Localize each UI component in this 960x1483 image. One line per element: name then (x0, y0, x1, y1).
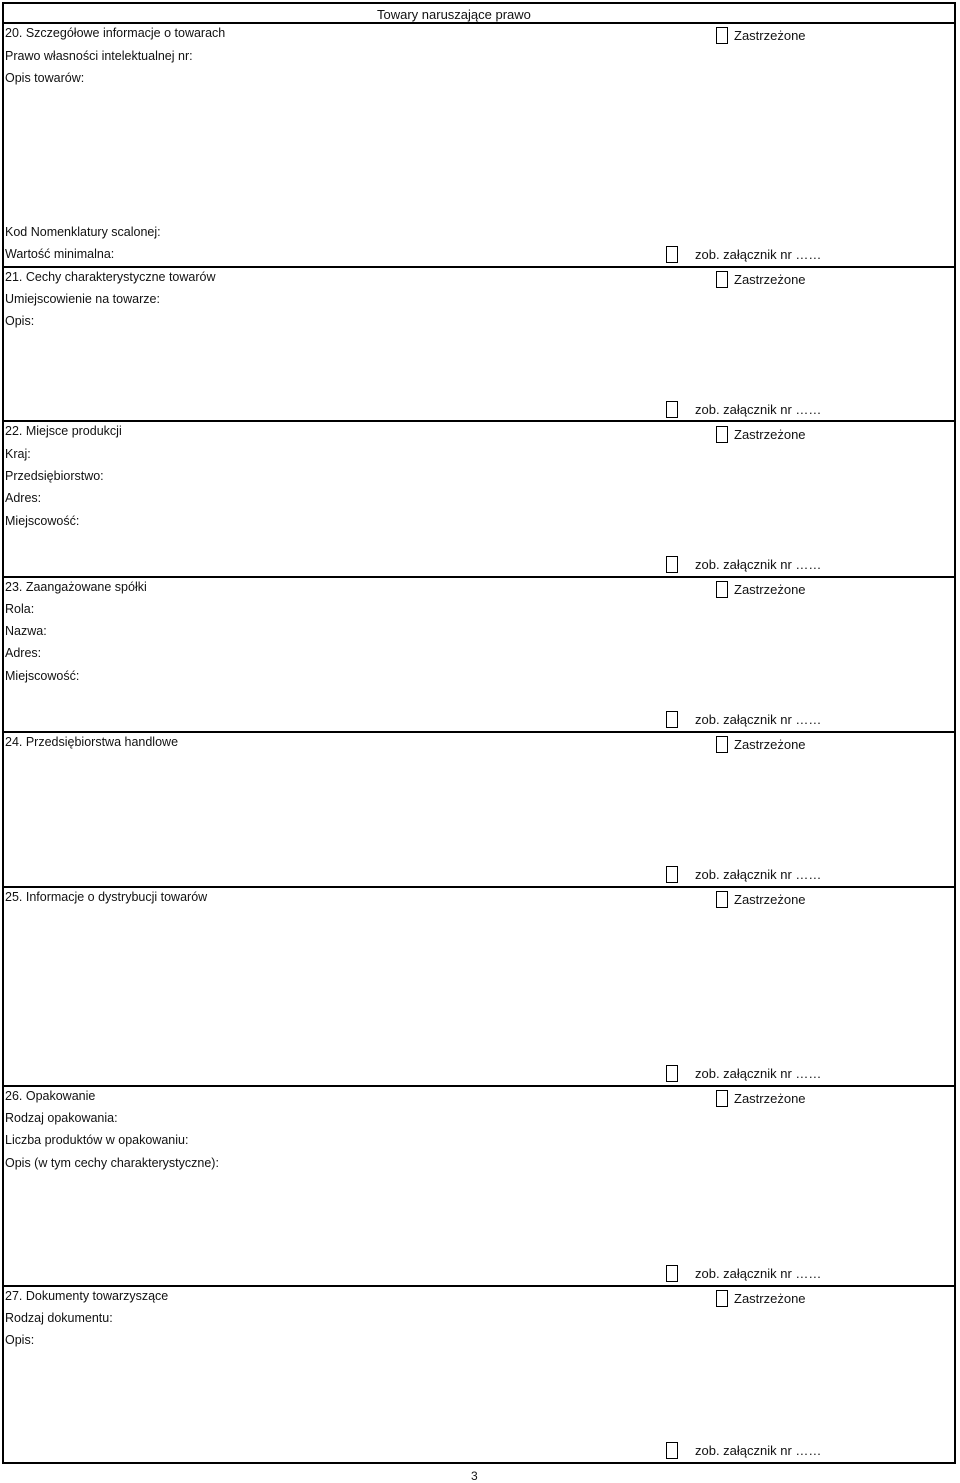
section-27-title: 27. Dokumenty towarzyszące (5, 1289, 169, 1303)
page-number: 3 (471, 1469, 478, 1483)
field-goods-description: Opis towarów: (5, 71, 85, 85)
section-divider (2, 731, 956, 733)
field-address: Adres: (5, 491, 42, 505)
checkbox-icon[interactable] (666, 1442, 678, 1459)
restricted-checkbox-25[interactable]: Zastrzeżone (716, 889, 806, 909)
checkbox-icon[interactable] (666, 1065, 678, 1082)
section-26-title: 26. Opakowanie (5, 1089, 96, 1103)
section-25-title: 25. Informacje o dystrybucji towarów (5, 890, 208, 904)
section-divider (2, 22, 956, 24)
field-country: Kraj: (5, 447, 31, 461)
field-description: Opis: (5, 314, 35, 328)
field-packaging-type: Rodzaj opakowania: (5, 1111, 118, 1125)
field-city: Miejscowość: (5, 669, 80, 683)
field-city: Miejscowość: (5, 514, 80, 528)
field-description: Opis: (5, 1333, 35, 1347)
section-24-title: 24. Przedsiębiorstwa handlowe (5, 735, 179, 749)
restricted-checkbox-24[interactable]: Zastrzeżone (716, 734, 806, 754)
attachment-checkbox-27[interactable]: zob. załącznik nr …… (666, 1440, 821, 1460)
field-products-per-package: Liczba produktów w opakowaniu: (5, 1133, 189, 1147)
section-22-title: 22. Miejsce produkcji (5, 424, 122, 438)
section-divider (2, 1085, 956, 1087)
restricted-checkbox-20[interactable]: Zastrzeżone (716, 25, 806, 45)
restricted-checkbox-21[interactable]: Zastrzeżone (716, 269, 806, 289)
field-address: Adres: (5, 646, 42, 660)
checkbox-icon[interactable] (716, 426, 728, 443)
checkbox-icon[interactable] (716, 1090, 728, 1107)
field-name: Nazwa: (5, 624, 47, 638)
field-role: Rola: (5, 602, 35, 616)
attachment-checkbox-20[interactable]: zob. załącznik nr …… (666, 244, 821, 264)
section-23-title: 23. Zaangażowane spółki (5, 580, 147, 594)
checkbox-icon[interactable] (716, 27, 728, 44)
restricted-checkbox-26[interactable]: Zastrzeżone (716, 1088, 806, 1108)
checkbox-icon[interactable] (666, 246, 678, 263)
field-ip-right-number: Prawo własności intelektualnej nr: (5, 49, 193, 63)
restricted-checkbox-27[interactable]: Zastrzeżone (716, 1288, 806, 1308)
section-divider (2, 1285, 956, 1287)
checkbox-icon[interactable] (716, 581, 728, 598)
page-header-title: Towary naruszające prawo (377, 7, 531, 22)
attachment-checkbox-22[interactable]: zob. załącznik nr …… (666, 554, 821, 574)
attachment-checkbox-25[interactable]: zob. załącznik nr …… (666, 1063, 821, 1083)
field-packaging-description: Opis (w tym cechy charakterystyczne): (5, 1156, 219, 1170)
checkbox-icon[interactable] (716, 736, 728, 753)
attachment-checkbox-21[interactable]: zob. załącznik nr …… (666, 399, 821, 419)
checkbox-icon[interactable] (716, 271, 728, 288)
checkbox-icon[interactable] (716, 1290, 728, 1307)
checkbox-icon[interactable] (666, 556, 678, 573)
restricted-checkbox-23[interactable]: Zastrzeżone (716, 579, 806, 599)
field-document-type: Rodzaj dokumentu: (5, 1311, 113, 1325)
checkbox-icon[interactable] (666, 866, 678, 883)
attachment-checkbox-26[interactable]: zob. załącznik nr …… (666, 1263, 821, 1283)
field-cn-code: Kod Nomenklatury scalonej: (5, 225, 161, 239)
field-location-on-goods: Umiejscowienie na towarze: (5, 292, 160, 306)
checkbox-icon[interactable] (666, 1265, 678, 1282)
section-20-title: 20. Szczegółowe informacje o towarach (5, 26, 226, 40)
section-divider (2, 886, 956, 888)
field-company: Przedsiębiorstwo: (5, 469, 104, 483)
checkbox-icon[interactable] (666, 711, 678, 728)
section-divider (2, 266, 956, 268)
section-21-title: 21. Cechy charakterystyczne towarów (5, 270, 216, 284)
attachment-checkbox-23[interactable]: zob. załącznik nr …… (666, 709, 821, 729)
attachment-checkbox-24[interactable]: zob. załącznik nr …… (666, 864, 821, 884)
field-minimum-value: Wartość minimalna: (5, 247, 115, 261)
section-divider (2, 420, 956, 422)
section-divider (2, 576, 956, 578)
checkbox-icon[interactable] (716, 891, 728, 908)
restricted-checkbox-22[interactable]: Zastrzeżone (716, 424, 806, 444)
checkbox-icon[interactable] (666, 401, 678, 418)
form-frame (2, 2, 956, 1464)
